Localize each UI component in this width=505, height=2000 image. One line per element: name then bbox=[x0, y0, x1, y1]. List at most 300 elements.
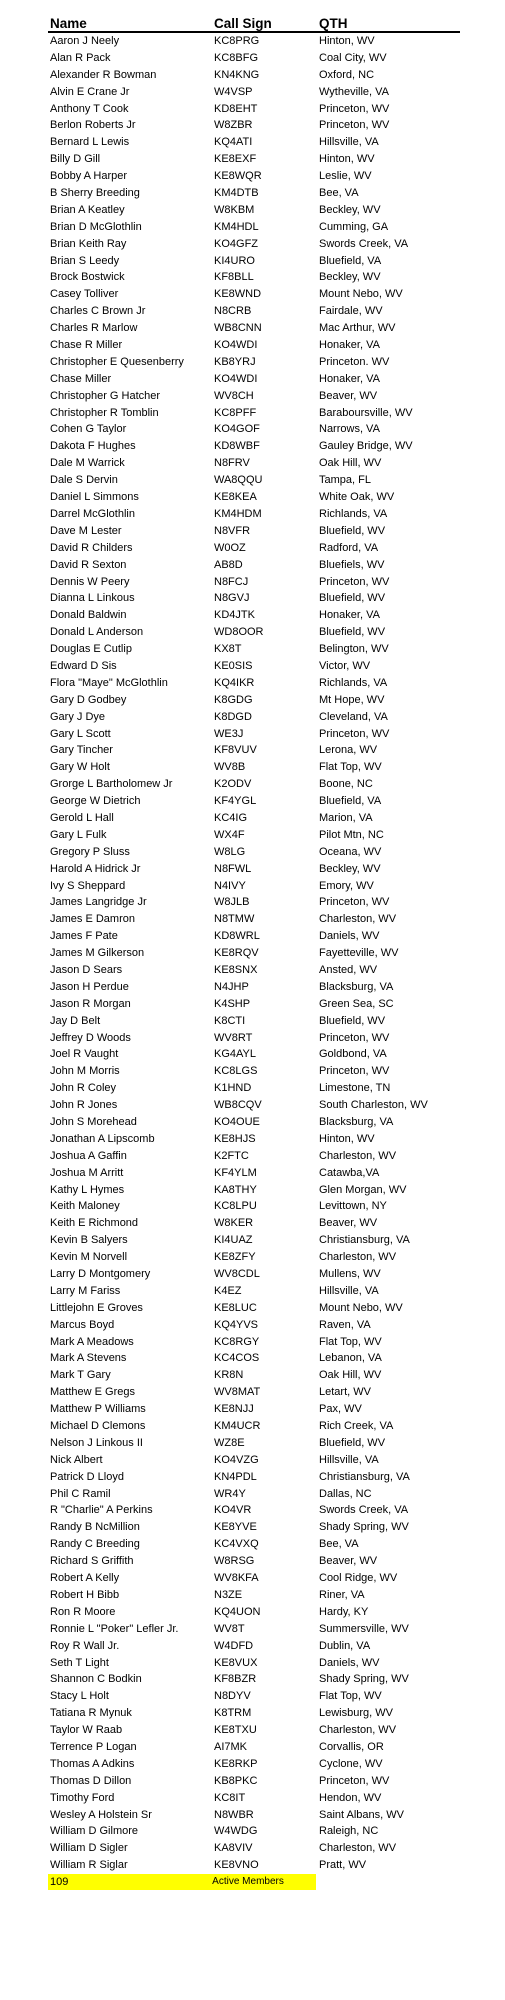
table-row bbox=[48, 1300, 460, 1317]
member-name: James M Gilkerson bbox=[50, 947, 145, 960]
member-call-sign: KB8PKC bbox=[214, 1774, 258, 1787]
member-name: Cohen G Taylor bbox=[50, 423, 127, 436]
member-qth: Goldbond, VA bbox=[319, 1048, 387, 1061]
table-row bbox=[48, 1165, 460, 1182]
member-name: Christopher R Tomblin bbox=[50, 406, 159, 419]
member-qth: Princeton, WV bbox=[319, 727, 390, 740]
member-qth: Hinton, WV bbox=[319, 1132, 375, 1145]
member-call-sign: W8RSG bbox=[214, 1555, 255, 1568]
table-row bbox=[48, 354, 460, 371]
member-name: Chase Miller bbox=[50, 372, 112, 385]
member-call-sign: KC8PFF bbox=[214, 406, 257, 419]
member-qth: Baraboursville, WV bbox=[319, 406, 413, 419]
member-name: William R Siglar bbox=[50, 1859, 128, 1872]
table-row bbox=[48, 1148, 460, 1165]
member-qth: Emory, WV bbox=[319, 879, 374, 892]
table-row bbox=[48, 810, 460, 827]
member-name: Nelson J Linkous II bbox=[50, 1436, 143, 1449]
member-call-sign: KD8WRL bbox=[214, 930, 260, 943]
member-name: Aaron J Neely bbox=[50, 35, 120, 47]
table-row bbox=[48, 523, 460, 540]
member-name: Richard S Griffith bbox=[50, 1555, 134, 1568]
member-qth: Hinton, WV bbox=[319, 35, 375, 47]
member-name: Kevin M Norvell bbox=[50, 1251, 128, 1264]
table-row bbox=[48, 1350, 460, 1367]
table-row bbox=[48, 1671, 460, 1688]
member-call-sign: WV8MAT bbox=[214, 1386, 261, 1399]
member-qth: Richlands, VA bbox=[319, 507, 388, 520]
member-call-sign: KO4GOF bbox=[214, 423, 260, 436]
member-qth: Coal City, WV bbox=[319, 51, 387, 64]
member-call-sign: AI7MK bbox=[214, 1740, 248, 1753]
member-call-sign: N8FRV bbox=[214, 457, 250, 470]
member-call-sign: KE8HJS bbox=[214, 1132, 256, 1145]
table-row bbox=[48, 1840, 460, 1857]
member-qth: Boone, NC bbox=[319, 778, 373, 791]
member-call-sign: WV8CDL bbox=[214, 1268, 260, 1281]
table-row bbox=[48, 67, 460, 84]
table-row bbox=[48, 50, 460, 67]
member-qth: Lerona, WV bbox=[319, 744, 378, 757]
table-row bbox=[48, 1773, 460, 1790]
member-call-sign: K4SHP bbox=[214, 997, 251, 1010]
table-row bbox=[48, 1131, 460, 1148]
table-row bbox=[48, 1452, 460, 1469]
member-qth: Flat Top, WV bbox=[319, 1690, 382, 1703]
table-row bbox=[48, 438, 460, 455]
member-call-sign: N4JHP bbox=[214, 980, 249, 993]
member-qth: Bee, VA bbox=[319, 1538, 359, 1551]
table-row bbox=[48, 1604, 460, 1621]
member-call-sign: WB8CQV bbox=[214, 1099, 262, 1112]
member-name: Terrence P Logan bbox=[50, 1740, 137, 1753]
member-call-sign: KA8VIV bbox=[214, 1842, 253, 1855]
call-sign-column-header: Call Sign bbox=[214, 16, 272, 31]
table-row bbox=[48, 286, 460, 303]
member-qth: Charleston, WV bbox=[319, 913, 397, 926]
table-row bbox=[48, 101, 460, 118]
member-call-sign: KE8TXU bbox=[214, 1724, 257, 1737]
member-qth: Radford, VA bbox=[319, 541, 379, 554]
member-call-sign: KO4WDI bbox=[214, 339, 258, 352]
member-call-sign: KA8THY bbox=[214, 1183, 257, 1196]
member-call-sign: KE8WQR bbox=[214, 170, 262, 183]
member-call-sign: KQ4UON bbox=[214, 1605, 261, 1618]
table-row bbox=[48, 1013, 460, 1030]
member-qth: Pratt, WV bbox=[319, 1859, 367, 1872]
member-qth: Blacksburg, VA bbox=[319, 980, 394, 993]
table-row bbox=[48, 269, 460, 286]
member-call-sign: KO4OUE bbox=[214, 1116, 260, 1128]
member-qth: Corvallis, OR bbox=[319, 1740, 384, 1753]
member-qth: Leslie, WV bbox=[319, 170, 372, 183]
member-call-sign: N8WBR bbox=[214, 1808, 254, 1821]
member-qth: Gauley Bridge, WV bbox=[319, 440, 413, 453]
member-name: Charles R Marlow bbox=[50, 322, 138, 335]
member-qth: Princeton, WV bbox=[319, 119, 390, 132]
table-row bbox=[48, 236, 460, 253]
member-call-sign: KD8WBF bbox=[214, 440, 260, 453]
table-row bbox=[48, 793, 460, 810]
member-call-sign: WV8CH bbox=[214, 389, 254, 402]
member-name: Billy D Gill bbox=[50, 153, 101, 166]
member-name: Gary W Holt bbox=[50, 761, 110, 774]
member-call-sign: KE8RQV bbox=[214, 947, 259, 960]
member-qth: Honaker, VA bbox=[319, 372, 380, 385]
table-row bbox=[48, 1519, 460, 1536]
member-name: Douglas E Cutlip bbox=[50, 643, 132, 656]
member-qth: Summersville, WV bbox=[319, 1622, 409, 1635]
member-name: Ivy S Sheppard bbox=[50, 879, 126, 892]
member-roster-table bbox=[48, 12, 460, 1890]
member-call-sign: KI4URO bbox=[214, 254, 255, 267]
table-row bbox=[48, 1621, 460, 1638]
member-qth: Swords Creek, VA bbox=[319, 1504, 409, 1517]
table-row bbox=[48, 421, 460, 438]
member-qth: Oak Hill, WV bbox=[319, 1369, 382, 1382]
member-name: John R Coley bbox=[50, 1082, 117, 1095]
member-qth: Tampa, FL bbox=[319, 474, 371, 487]
table-row bbox=[48, 134, 460, 151]
member-qth: Fayetteville, WV bbox=[319, 947, 399, 960]
member-name: Flora "Maye" McGlothlin bbox=[50, 676, 168, 689]
member-name: Kevin B Salyers bbox=[50, 1234, 128, 1247]
member-call-sign: N8CRB bbox=[214, 305, 252, 318]
member-qth: Flat Top, WV bbox=[319, 1335, 382, 1348]
member-qth: Mt Hope, WV bbox=[319, 693, 385, 706]
table-row bbox=[48, 1486, 460, 1503]
table-row bbox=[48, 1215, 460, 1232]
member-call-sign: W0OZ bbox=[214, 541, 246, 554]
member-qth: Saint Albans, WV bbox=[319, 1808, 404, 1821]
table-row bbox=[48, 253, 460, 270]
member-qth: Bee, VA bbox=[319, 187, 359, 200]
member-qth: Bluefiels, WV bbox=[319, 558, 385, 571]
member-name: Matthew E Gregs bbox=[50, 1386, 135, 1399]
table-row bbox=[48, 1435, 460, 1452]
member-name: Marcus Boyd bbox=[50, 1318, 115, 1331]
member-qth: Hardy, KY bbox=[319, 1605, 369, 1618]
member-qth: Rich Creek, VA bbox=[319, 1420, 394, 1433]
member-call-sign: WV8KFA bbox=[214, 1572, 259, 1585]
member-qth: Christiansburg, VA bbox=[319, 1470, 410, 1483]
table-row bbox=[48, 709, 460, 726]
member-qth: Raleigh, NC bbox=[319, 1825, 379, 1838]
table-row bbox=[48, 624, 460, 641]
member-call-sign: KD8EHT bbox=[214, 102, 258, 115]
member-name: Joshua A Gaffin bbox=[50, 1149, 127, 1162]
member-call-sign: WR4Y bbox=[214, 1487, 246, 1500]
member-qth: Honaker, VA bbox=[319, 339, 380, 352]
member-qth: Princeton, WV bbox=[319, 896, 390, 909]
member-name: Randy B NcMillion bbox=[50, 1521, 140, 1534]
member-call-sign: W8ZBR bbox=[214, 119, 253, 132]
member-qth: Honaker, VA bbox=[319, 609, 380, 622]
member-call-sign: KC8PRG bbox=[214, 35, 260, 47]
member-call-sign: KG4AYL bbox=[214, 1048, 256, 1061]
member-name: Ronnie L "Poker" Lefler Jr. bbox=[50, 1622, 179, 1635]
member-call-sign: W4WDG bbox=[214, 1825, 258, 1838]
table-row bbox=[48, 1790, 460, 1807]
member-qth: Beaver, WV bbox=[319, 389, 378, 402]
member-name: Tatiana R Mynuk bbox=[50, 1707, 132, 1720]
member-name: Casey Tolliver bbox=[50, 288, 119, 301]
table-row bbox=[48, 844, 460, 861]
table-row bbox=[48, 1232, 460, 1249]
member-name: Gregory P Sluss bbox=[50, 845, 130, 858]
member-call-sign: K8TRM bbox=[214, 1707, 252, 1720]
member-name: Charles C Brown Jr bbox=[50, 305, 146, 318]
member-qth: Cyclone, WV bbox=[319, 1757, 383, 1770]
member-call-sign: W8KBM bbox=[214, 203, 255, 216]
table-row bbox=[48, 1317, 460, 1334]
member-name: Jason R Morgan bbox=[50, 997, 131, 1010]
table-row bbox=[48, 557, 460, 574]
table-row bbox=[48, 1688, 460, 1705]
member-qth: South Charleston, WV bbox=[319, 1099, 428, 1112]
member-call-sign: KF4YLM bbox=[214, 1166, 257, 1179]
table-row bbox=[48, 996, 460, 1013]
table-row bbox=[48, 117, 460, 134]
table-row bbox=[48, 1469, 460, 1486]
member-name: Dakota F Hughes bbox=[50, 440, 136, 453]
member-name: James F Pate bbox=[50, 930, 118, 943]
member-call-sign: WZ8E bbox=[214, 1436, 245, 1449]
member-qth: Bluefield, VA bbox=[319, 254, 382, 267]
member-qth: Princeton, WV bbox=[319, 102, 390, 115]
member-qth: Pilot Mtn, NC bbox=[319, 828, 384, 841]
member-name: William D Gilmore bbox=[50, 1825, 138, 1838]
member-name: Brian D McGlothlin bbox=[50, 220, 142, 233]
member-qth: Bluefield, WV bbox=[319, 592, 386, 605]
table-row bbox=[48, 1334, 460, 1351]
member-qth: Riner, VA bbox=[319, 1588, 365, 1601]
table-row bbox=[48, 1367, 460, 1384]
member-name: Mark A Meadows bbox=[50, 1335, 134, 1348]
member-name: Dale M Warrick bbox=[50, 457, 125, 470]
member-name: William D Sigler bbox=[50, 1842, 128, 1855]
member-name: Dianna L Linkous bbox=[50, 592, 135, 605]
member-qth: Shady Spring, WV bbox=[319, 1521, 409, 1534]
member-call-sign: KI4UAZ bbox=[214, 1234, 253, 1247]
member-name: David R Sexton bbox=[50, 558, 127, 571]
member-name: Jason D Sears bbox=[50, 963, 123, 976]
member-name: Christopher E Quesenberry bbox=[50, 355, 184, 368]
member-name: Littlejohn E Groves bbox=[50, 1301, 143, 1314]
table-row bbox=[48, 911, 460, 928]
member-name: Thomas D Dillon bbox=[50, 1774, 132, 1787]
member-call-sign: KE8RKP bbox=[214, 1757, 258, 1770]
member-call-sign: KE0SIS bbox=[214, 659, 253, 672]
member-qth: Christiansburg, VA bbox=[319, 1234, 410, 1247]
table-row bbox=[48, 320, 460, 337]
table-row bbox=[48, 1536, 460, 1553]
member-name: Berlon Roberts Jr bbox=[50, 119, 136, 132]
table-row bbox=[48, 1401, 460, 1418]
table-row bbox=[48, 1249, 460, 1266]
table-row bbox=[48, 1756, 460, 1773]
member-name: Ron R Moore bbox=[50, 1605, 116, 1618]
table-row bbox=[48, 894, 460, 911]
member-qth: Mac Arthur, WV bbox=[319, 322, 396, 335]
member-name: Dennis W Peery bbox=[50, 575, 130, 588]
member-call-sign: KQ4YVS bbox=[214, 1318, 259, 1331]
table-row bbox=[48, 1587, 460, 1604]
member-call-sign: KM4HDM bbox=[214, 507, 262, 520]
table-row bbox=[48, 759, 460, 776]
member-qth: Princeton. WV bbox=[319, 355, 390, 368]
member-name: Christopher G Hatcher bbox=[50, 389, 161, 402]
member-qth: Bluefield, WV bbox=[319, 1436, 386, 1449]
member-call-sign: WA8QQU bbox=[214, 474, 263, 487]
table-row bbox=[48, 1046, 460, 1063]
member-name: Roy R Wall Jr. bbox=[50, 1639, 120, 1652]
table-row bbox=[48, 1418, 460, 1435]
member-call-sign: KR8N bbox=[214, 1369, 244, 1382]
table-row bbox=[48, 1283, 460, 1300]
table-row bbox=[48, 1182, 460, 1199]
member-call-sign: KE8WND bbox=[214, 288, 262, 301]
member-qth: Shady Spring, WV bbox=[319, 1673, 409, 1686]
member-name: Gary L Scott bbox=[50, 727, 111, 740]
qth-column-header: QTH bbox=[319, 16, 348, 31]
table-row bbox=[48, 303, 460, 320]
member-name: Jonathan A Lipscomb bbox=[50, 1132, 155, 1145]
table-row bbox=[48, 1198, 460, 1215]
member-call-sign: KF8BZR bbox=[214, 1673, 257, 1686]
member-qth: Bluefield, VA bbox=[319, 795, 382, 808]
member-qth: Catawba,VA bbox=[319, 1166, 380, 1179]
member-call-sign: K4EZ bbox=[214, 1284, 242, 1297]
member-qth: Charleston, WV bbox=[319, 1842, 397, 1855]
table-row bbox=[48, 1857, 460, 1874]
member-name: Taylor W Raab bbox=[50, 1724, 123, 1737]
table-row bbox=[48, 1807, 460, 1824]
table-row bbox=[48, 1638, 460, 1655]
table-row bbox=[48, 607, 460, 624]
member-call-sign: KN4KNG bbox=[214, 68, 260, 81]
member-qth: Flat Top, WV bbox=[319, 761, 382, 774]
member-qth: Princeton, WV bbox=[319, 1774, 390, 1787]
table-row bbox=[48, 1553, 460, 1570]
member-count: 109 bbox=[50, 1876, 69, 1889]
member-name: Shannon C Bodkin bbox=[50, 1673, 142, 1686]
member-qth: Beaver, WV bbox=[319, 1217, 378, 1230]
member-name: Michael D Clemons bbox=[50, 1420, 146, 1433]
member-name: Dave M Lester bbox=[50, 524, 122, 537]
member-qth: Pax, WV bbox=[319, 1403, 362, 1416]
member-call-sign: W8JLB bbox=[214, 896, 250, 909]
member-name: Keith Maloney bbox=[50, 1200, 120, 1213]
member-call-sign: KC8RGY bbox=[214, 1335, 260, 1348]
member-call-sign: KE8SNX bbox=[214, 963, 258, 976]
member-call-sign: KM4UCR bbox=[214, 1420, 261, 1433]
member-name: R "Charlie" A Perkins bbox=[50, 1504, 153, 1517]
table-row bbox=[48, 962, 460, 979]
member-call-sign: K1HND bbox=[214, 1082, 252, 1095]
member-name: Keith E Richmond bbox=[50, 1217, 139, 1230]
member-name: Wesley A Holstein Sr bbox=[50, 1808, 152, 1821]
member-qth: Fairdale, WV bbox=[319, 305, 383, 318]
member-call-sign: K2FTC bbox=[214, 1149, 249, 1162]
member-qth: Ansted, WV bbox=[319, 963, 378, 976]
member-name: John S Morehead bbox=[50, 1116, 137, 1128]
table-row bbox=[48, 658, 460, 675]
member-call-sign: KC8BFG bbox=[214, 51, 259, 64]
member-name: Robert A Kelly bbox=[50, 1572, 120, 1585]
member-name: John R Jones bbox=[50, 1099, 118, 1112]
table-row bbox=[48, 1114, 460, 1131]
member-call-sign: KO4WDI bbox=[214, 372, 258, 385]
member-call-sign: N4IVY bbox=[214, 879, 246, 892]
table-row bbox=[48, 1502, 460, 1519]
member-qth: Beaver, WV bbox=[319, 1555, 378, 1568]
member-call-sign: AB8D bbox=[214, 558, 243, 571]
member-name: Joel R Vaught bbox=[50, 1048, 119, 1061]
table-row bbox=[48, 151, 460, 168]
name-column-header: Name bbox=[50, 16, 87, 31]
member-call-sign: KB8YRJ bbox=[214, 355, 256, 368]
member-name: Donald L Anderson bbox=[50, 626, 144, 639]
table-row bbox=[48, 185, 460, 202]
member-name: Gary J Dye bbox=[50, 710, 106, 723]
member-name: Alan R Pack bbox=[50, 51, 111, 64]
member-qth: Wytheville, VA bbox=[319, 85, 389, 98]
member-call-sign: K8CTI bbox=[214, 1014, 246, 1027]
member-call-sign: W8KER bbox=[214, 1217, 254, 1230]
member-qth: Limestone, TN bbox=[319, 1082, 391, 1095]
member-name: Larry D Montgomery bbox=[50, 1268, 151, 1281]
member-qth: Levittown, NY bbox=[319, 1200, 387, 1213]
member-qth: Princeton, WV bbox=[319, 1031, 390, 1044]
table-row bbox=[48, 641, 460, 658]
member-qth: Hendon, WV bbox=[319, 1791, 382, 1804]
member-qth: Belington, WV bbox=[319, 643, 389, 656]
member-name: Joshua M Arritt bbox=[50, 1166, 124, 1179]
member-call-sign: WE3J bbox=[214, 727, 244, 740]
table-row bbox=[48, 574, 460, 591]
member-call-sign: KO4VZG bbox=[214, 1453, 259, 1466]
table-row bbox=[48, 861, 460, 878]
table-row bbox=[48, 1705, 460, 1722]
table-row bbox=[48, 692, 460, 709]
member-call-sign: KO4VR bbox=[214, 1504, 252, 1517]
member-qth: Beckley, WV bbox=[319, 271, 381, 284]
member-name: Larry M Fariss bbox=[50, 1284, 121, 1297]
member-call-sign: N8FCJ bbox=[214, 575, 249, 588]
member-name: Grorge L Bartholomew Jr bbox=[50, 778, 173, 791]
member-name: Brock Bostwick bbox=[50, 271, 125, 284]
member-call-sign: KE8VNO bbox=[214, 1859, 259, 1872]
table-row bbox=[48, 506, 460, 523]
member-qth: Dallas, NC bbox=[319, 1487, 372, 1500]
member-name: Alexander R Bowman bbox=[50, 68, 157, 81]
member-call-sign: W4DFD bbox=[214, 1639, 254, 1652]
member-call-sign: W4VSP bbox=[214, 85, 253, 98]
member-call-sign: WV8T bbox=[214, 1622, 245, 1635]
member-call-sign: KF8VUV bbox=[214, 744, 257, 757]
table-row bbox=[48, 1266, 460, 1283]
member-call-sign: KO4GFZ bbox=[214, 237, 259, 250]
table-row bbox=[48, 827, 460, 844]
member-call-sign: N8TMW bbox=[214, 913, 255, 926]
member-name: Gary D Godbey bbox=[50, 693, 127, 706]
member-qth: Marion, VA bbox=[319, 811, 373, 824]
member-call-sign: KE8VUX bbox=[214, 1656, 258, 1669]
member-call-sign: KC4VXQ bbox=[214, 1538, 259, 1551]
member-qth: Oceana, WV bbox=[319, 845, 382, 858]
table-row bbox=[48, 1063, 460, 1080]
